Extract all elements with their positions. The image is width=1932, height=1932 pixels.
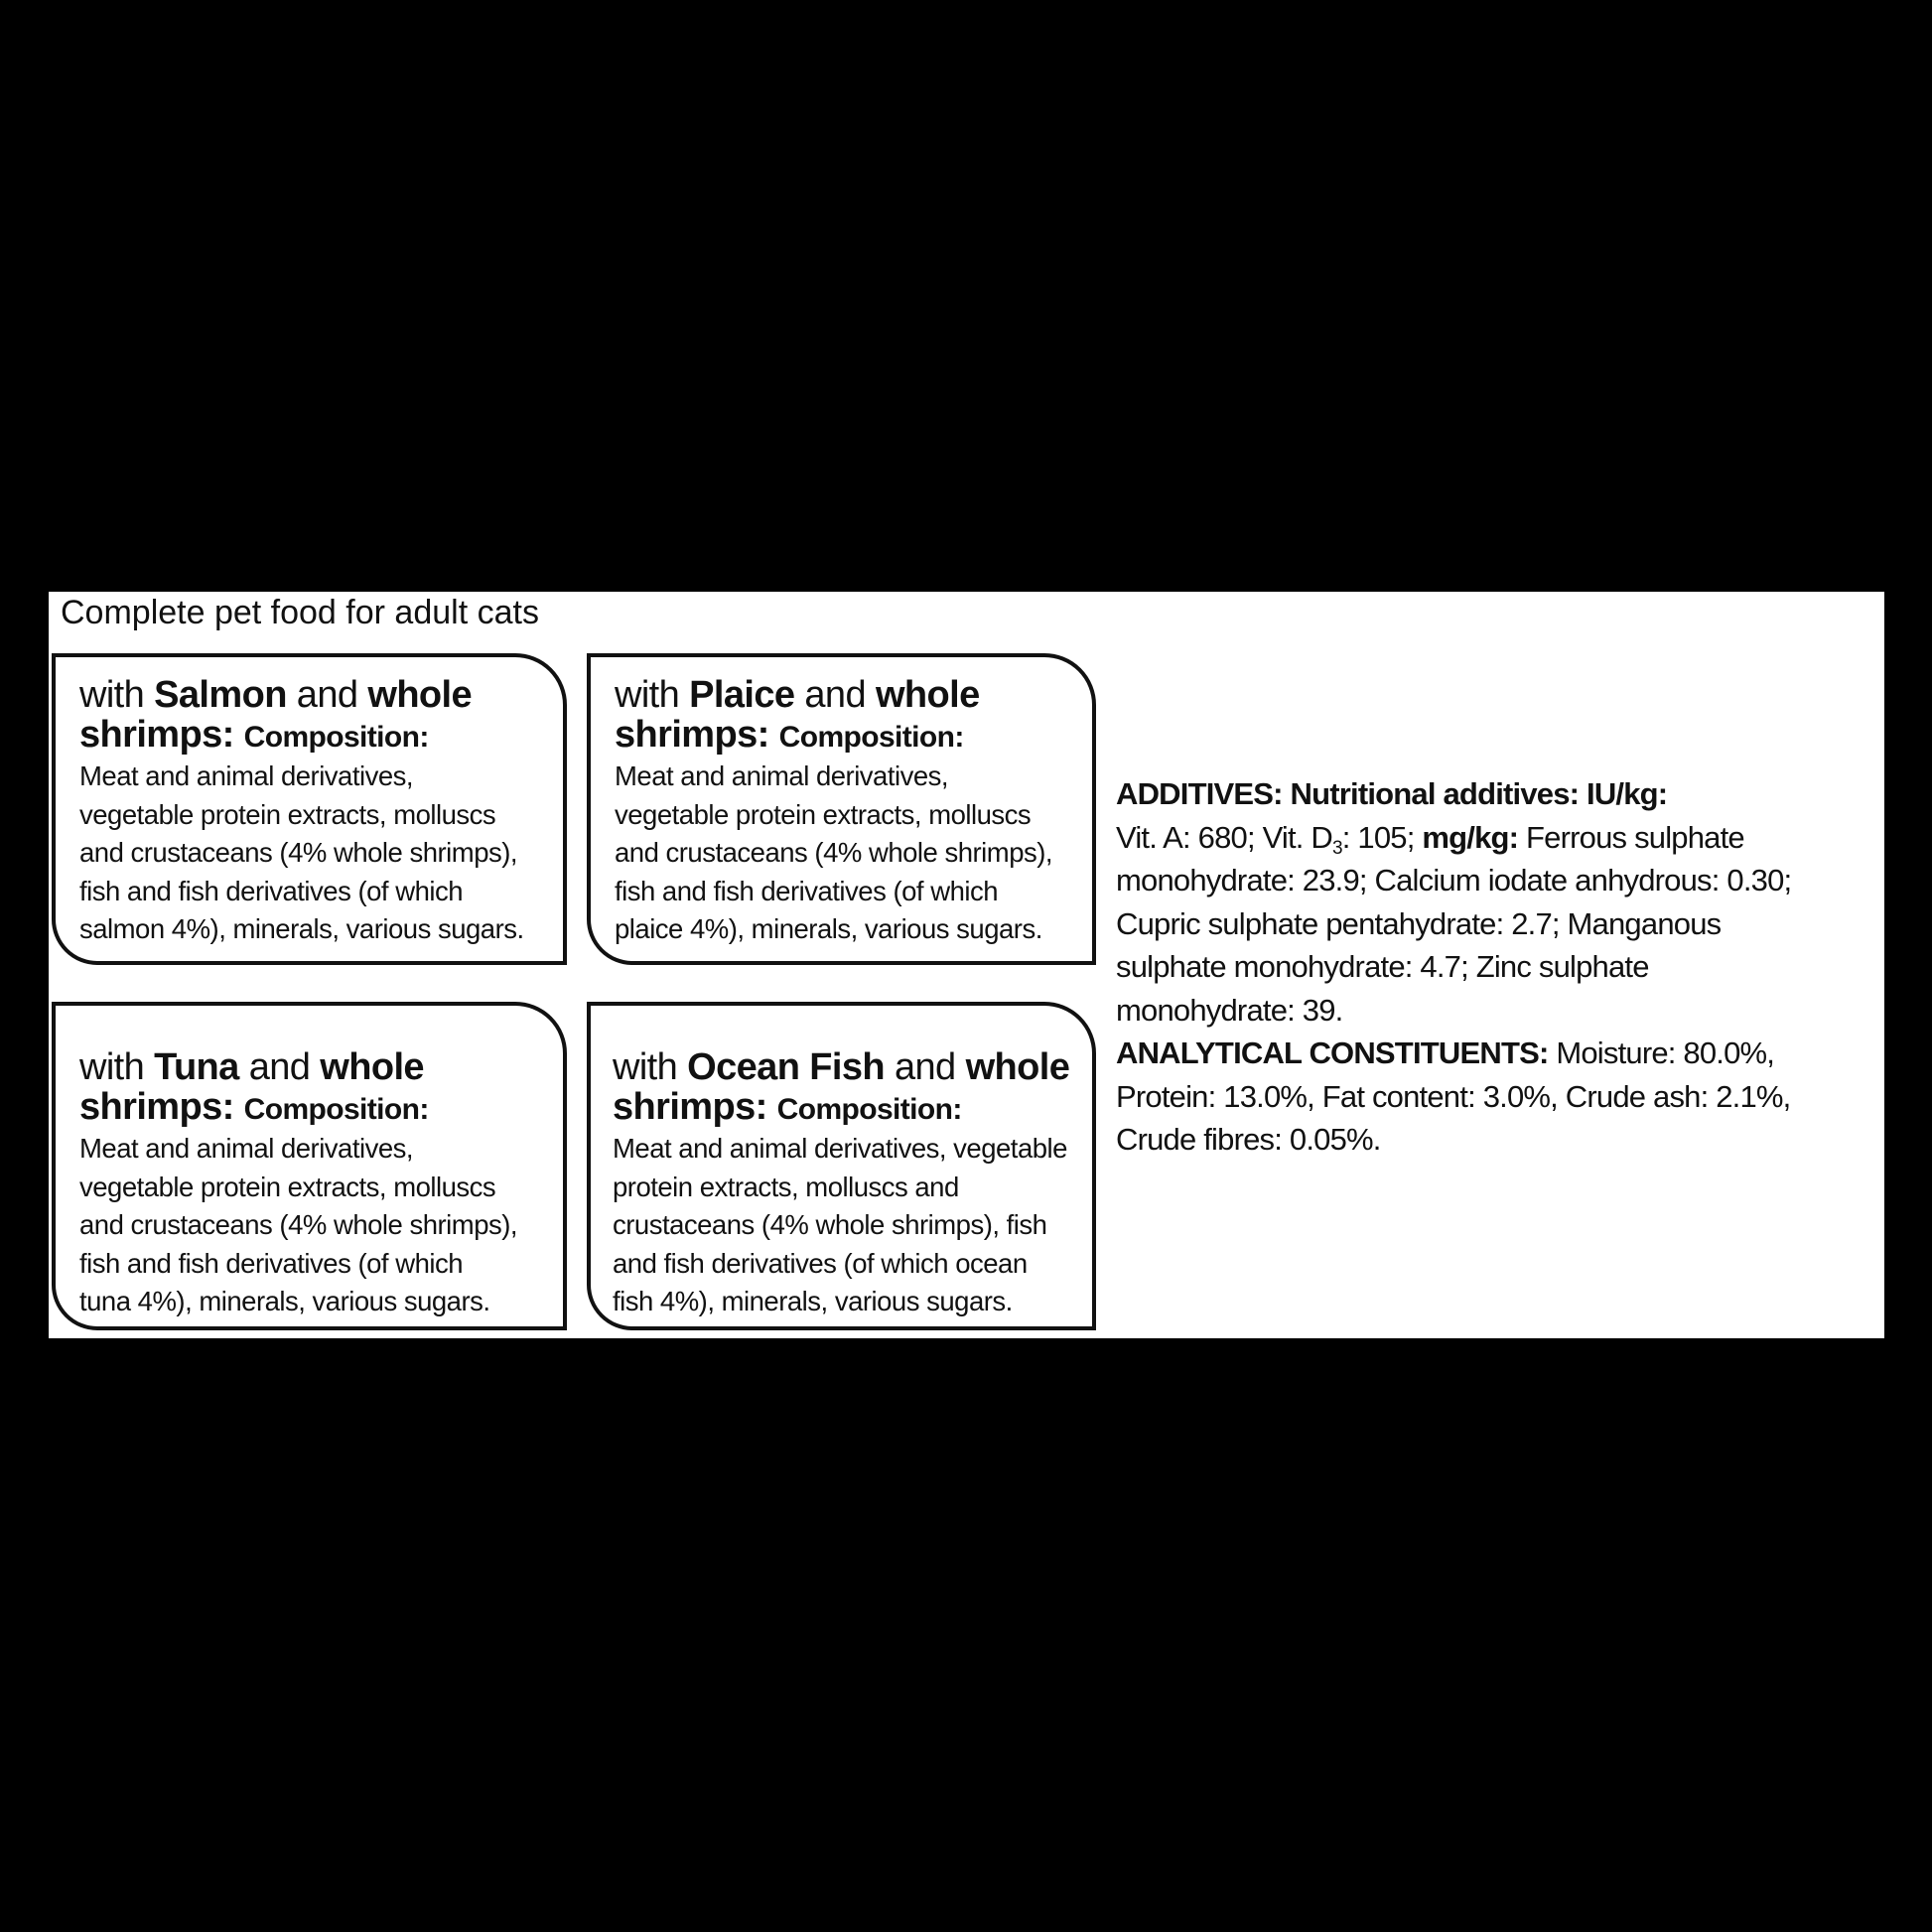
composition-line: fish and fish derivatives (of which [79, 1247, 464, 1279]
variant-heading-line-2 [615, 715, 1092, 758]
variant-name: Salmon [154, 674, 287, 716]
mgkg-label: mg/kg: [1422, 819, 1519, 855]
composition-label: Composition: [778, 721, 964, 754]
composition-text [615, 758, 1092, 949]
additives-line: monohydrate: 23.9; Calcium iodate anhydrous: 0.30; [1116, 863, 1792, 897]
composition-text [79, 758, 563, 949]
composition-line: and crustaceans (4% whole shrimps), [79, 837, 518, 868]
composition-line: crustaceans (4% whole shrimps), fish [613, 1209, 1047, 1240]
page-title: Complete pet food for adult cats [61, 594, 539, 631]
composition-line: Meat and animal derivatives, [615, 760, 949, 791]
ferrous-text: Ferrous sulphate [1526, 819, 1744, 855]
whole-word: whole [965, 1046, 1070, 1088]
composition-line: fish and fish derivatives (of which [79, 875, 464, 906]
analytical-line: Crude fibres: 0.05%. [1116, 1122, 1381, 1157]
with-word: with [79, 674, 145, 716]
additives-heading: ADDITIVES: Nutritional additives: IU/kg: [1116, 776, 1668, 811]
variant-heading-line-2 [79, 1087, 563, 1130]
composition-label: Composition: [776, 1093, 962, 1126]
analytical-heading: ANALYTICAL CONSTITUENTS: [1116, 1035, 1549, 1070]
additives-line [1116, 816, 1880, 860]
composition-label: Composition: [243, 721, 429, 754]
composition-line: fish and fish derivatives (of which [615, 875, 999, 906]
composition-line: Meat and animal derivatives, [79, 760, 414, 791]
vitamin-d-value: : 105; [1341, 819, 1415, 855]
composition-line: and crustaceans (4% whole shrimps), [615, 837, 1053, 868]
and-word: and [894, 1046, 956, 1088]
composition-line: Meat and animal derivatives, [79, 1133, 414, 1164]
vitamin-d-subscript: 3 [1332, 837, 1342, 859]
variant-card-plaice [587, 653, 1096, 965]
composition-line: vegetable protein extracts, molluscs [79, 1171, 496, 1202]
composition-line: and fish derivatives (of which ocean [613, 1247, 1028, 1279]
shrimps-word: shrimps: [79, 1086, 234, 1128]
and-word: and [296, 674, 358, 716]
composition-line: salmon 4%), minerals, various sugars. [79, 913, 524, 944]
additives-line: sulphate monohydrate: 4.7; Zinc sulphate [1116, 949, 1649, 984]
and-word: and [248, 1046, 311, 1088]
shrimps-word: shrimps: [79, 714, 234, 756]
vitamin-a-text: Vit. A: 680; Vit. D [1116, 819, 1333, 855]
composition-line: Meat and animal derivatives, vegetable [613, 1133, 1067, 1164]
additives-line: monohydrate: 39. [1116, 992, 1343, 1028]
whole-word: whole [367, 674, 473, 716]
nutrition-info [1116, 772, 1880, 1162]
variant-heading-line-2 [613, 1087, 1092, 1130]
variant-heading-line-2 [79, 715, 563, 758]
label-panel [49, 592, 1884, 1338]
composition-line: and crustaceans (4% whole shrimps), [79, 1209, 518, 1240]
whole-word: whole [875, 674, 980, 716]
composition-line: vegetable protein extracts, molluscs [615, 798, 1032, 830]
variant-name: Plaice [689, 674, 795, 716]
with-word: with [79, 1046, 145, 1088]
with-word: with [613, 1046, 678, 1088]
composition-text [79, 1130, 563, 1321]
analytical-line [1116, 1032, 1880, 1075]
moisture-text: Moisture: 80.0%, [1556, 1035, 1775, 1070]
analytical-line: Protein: 13.0%, Fat content: 3.0%, Crude ash: 2.1%, [1116, 1078, 1791, 1114]
variant-heading [79, 675, 563, 715]
composition-label: Composition: [243, 1093, 429, 1126]
variant-name: Tuna [154, 1046, 239, 1088]
variant-card-salmon [52, 653, 567, 965]
composition-text [613, 1130, 1092, 1321]
additives-line: Cupric sulphate pentahydrate: 2.7; Manganous [1116, 905, 1722, 941]
variant-card-tuna [52, 1002, 567, 1330]
variant-heading [79, 1047, 563, 1087]
composition-line: protein extracts, molluscs and [613, 1171, 959, 1202]
variant-heading [615, 675, 1092, 715]
and-word: and [804, 674, 866, 716]
composition-line: tuna 4%), minerals, various sugars. [79, 1286, 490, 1316]
variant-heading [613, 1047, 1092, 1087]
shrimps-word: shrimps: [615, 714, 769, 756]
shrimps-word: shrimps: [613, 1086, 767, 1128]
variant-card-ocean-fish [587, 1002, 1096, 1330]
composition-line: vegetable protein extracts, molluscs [79, 798, 496, 830]
with-word: with [615, 674, 680, 716]
composition-line: plaice 4%), minerals, various sugars. [615, 913, 1042, 944]
variant-name: Ocean Fish [687, 1046, 886, 1088]
whole-word: whole [320, 1046, 424, 1088]
composition-line: fish 4%), minerals, various sugars. [613, 1286, 1013, 1316]
